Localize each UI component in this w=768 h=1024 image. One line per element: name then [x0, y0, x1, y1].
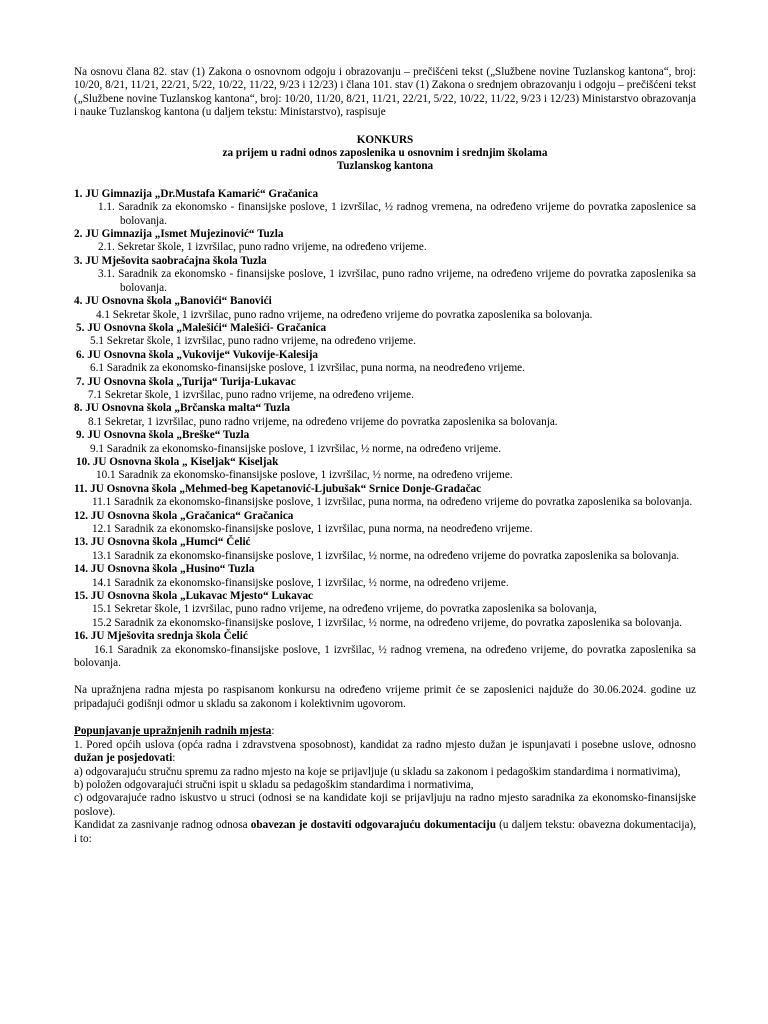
- documentation-tail: (u daljem tekstu: obavezna dokumentacija), i to:: [74, 819, 696, 845]
- documentation-text: Kandidat za zasnivanje radnog odnosa: [74, 819, 251, 832]
- school-item: [74, 376, 696, 403]
- school-item: [74, 590, 696, 630]
- title-konkurs: KONKURS: [356, 133, 414, 146]
- conditions-text: 1. Pored općih uslova (opća radna i zdravstvena sposobnost), kandidat za radno mjesto dužan je ispunjavati i posebne uslove, odnosno: [74, 738, 696, 751]
- position-text: 10.1 Saradnik za ekonomsko-finansijske poslove, 1 izvršilac, ½ norme, na određeno vrijeme.: [96, 469, 513, 482]
- school-item: [74, 402, 696, 429]
- position-text: 4.1 Sekretar škole, 1 izvršilac, puno radno vrijeme, na određeno vrijeme do povratka zaposlenika sa bolovanja.: [96, 308, 593, 321]
- school-item: [74, 563, 696, 590]
- school-heading: 12. JU Osnovna škola „Gračanica“ Gračanica: [74, 509, 294, 522]
- position-text: 15.2 Saradnik za ekonomsko-finansijske poslove, 1 izvršilac, ½ norme, na određeno vrijeme, do povratka zaposlenika sa bolovanja.: [92, 616, 682, 629]
- position-text: 6.1 Saradnik za ekonomsko-finansijske poslove, 1 izvršilac, puna norma, na neodređeno vrijeme.: [90, 362, 525, 375]
- position-text: 13.1 Saradnik za ekonomsko-finansijske poslove, 1 izvršilac, ½ norme, na određeno vrijeme do povratka zaposlenika sa bolovanja.: [92, 549, 680, 562]
- position-text: 5.1 Sekretar škole, 1 izvršilac, puno radno vrijeme, na određeno vrijeme.: [90, 335, 416, 348]
- intro-paragraph: Na osnovu člana 82. stav (1) Zakona o osnovnom odgoju i obrazovanju – prečišćeni tekst („Službene novine Tuzlanskog kantona“, broj: 10/20, 8/21, 11/21, 22/21, 5/22, 10/22, 11/22, 9/23 i 12/23) i člana 101. stav (1) Zakona o srednjem obrazovanju i odgoju – prečišćeni tekst („Službene novine Tuzlanskog kantona“, broj: 10/20, 11/20, 8/21, 11/21, 22/21, 5/22, 10/22, 11/22, 9/23 i 12/23) Ministarstvo obrazovanja i nauke Tuzlanskog kantona (u daljem tekstu: Ministarstvo), raspisuje: [74, 66, 696, 119]
- school-item: [74, 188, 696, 228]
- title-canton: Tuzlanskog kantona: [336, 160, 434, 173]
- school-item: [74, 295, 696, 322]
- school-heading: 2. JU Gimnazija „Ismet Mujezinović“ Tuzla: [74, 228, 284, 241]
- school-heading: 5. JU Osnovna škola „Malešići“ Malešići- Gračanica: [76, 321, 327, 334]
- conditions-colon: :: [172, 752, 176, 765]
- school-heading: 4. JU Osnovna škola „Banovići“ Banovići: [74, 295, 272, 308]
- school-item: [74, 429, 696, 456]
- condition-c: c) odgovarajuće radno iskustvo u struci (odnosi se na kandidate koji se prijavljuju na radno mjesto saradnika za ekonomsko-finansijske poslove).: [74, 792, 696, 818]
- position-text: 16.1 Saradnik za ekonomsko-finansijske poslove, 1 izvršilac, ½ radnog vremena, na određeno vrijeme, do povratka zaposlenika sa bolovanja.: [74, 643, 696, 670]
- section-heading-colon: :: [271, 725, 275, 738]
- school-item: [74, 228, 696, 255]
- school-heading: 1. JU Gimnazija „Dr.Mustafa Kamarić“ Gračanica: [74, 187, 319, 200]
- title-subtitle: za prijem u radni odnos zaposlenika u osnovnim i srednjim školama: [222, 147, 548, 160]
- documentation-paragraph: [74, 819, 696, 846]
- school-list: [74, 188, 696, 671]
- school-heading: 14. JU Osnovna škola „Husino“ Tuzla: [74, 563, 255, 576]
- position-text: 9.1 Saradnik za ekonomsko-finansijske poslove, 1 izvršilac, ½ norme, na određeno vrijeme.: [90, 442, 502, 455]
- school-item: [74, 510, 696, 537]
- conditions-bold: dužan je posjedovati: [74, 752, 173, 765]
- school-item: [74, 483, 696, 510]
- school-heading: 11. JU Osnovna škola „Mehmed-beg Kapetanović-Ljubušak“ Srnice Donje-Gradačac: [74, 482, 482, 495]
- school-item: [74, 322, 696, 349]
- school-heading: 3. JU Mješovita saobraćajna škola Tuzla: [74, 254, 267, 267]
- school-heading: 10. JU Osnovna škola „ Kiseljak“ Kiseljak: [76, 455, 279, 468]
- school-heading: 13. JU Osnovna škola „Humci“ Čelić: [74, 536, 251, 549]
- position-text: 12.1 Saradnik za ekonomsko-finansijske poslove, 1 izvršilac, puna norma, na neodređeno vrijeme.: [92, 523, 533, 535]
- school-heading: 8. JU Osnovna škola „Brčanska malta“ Tuzla: [74, 402, 291, 415]
- school-heading: 6. JU Osnovna škola „Vukovije“ Vukovije-Kalesija: [76, 348, 319, 361]
- section-heading-text: Popunjavanje upražnjenih radnih mjesta: [74, 725, 272, 738]
- conditions-paragraph: [74, 739, 696, 766]
- duration-note: Na upražnjena radna mjesta po raspisanom konkursu na određeno vrijeme primit će se zaposlenici najduže do 30.06.2024. godine uz pripadajući godišnji odmor u skladu sa zakonom i kolektivnim ugovorom.: [74, 684, 696, 710]
- position-text: 3.1. Saradnik za ekonomsko - finansijske poslove, 1 izvršilac, puno radno vrijeme, na određeno vrijeme do povratka zaposlenika sa bolovanja.: [98, 268, 696, 294]
- condition-b: b) položen odgovarajući stručni ispit u skladu sa pedagoškim standardima i normativima,: [74, 778, 474, 791]
- school-item: [74, 255, 696, 295]
- position-text: 11.1 Saradnik za ekonomsko-finansijske poslove, 1 izvršilac, puna norma, na određeno vrijeme do povratka zaposlenika sa bolovanja.: [92, 496, 693, 509]
- school-heading: 9. JU Osnovna škola „Breške“ Tuzla: [76, 429, 250, 442]
- school-item: [74, 456, 696, 483]
- section-heading: [74, 725, 696, 738]
- document-page: [74, 66, 696, 846]
- position-text: 8.1 Sekretar, 1 izvršilac, puno radno vrijeme, na određeno vrijeme do povratka zaposlenika sa bolovanja.: [88, 415, 558, 428]
- condition-a: a) odgovarajuću stručnu spremu za radno mjesto na koje se prijavljuje (u skladu sa zakonom i pedagoškim standardima i normativima),: [74, 765, 681, 778]
- school-heading: 16. JU Mješovita srednja škola Čelić: [74, 630, 248, 643]
- position-text: 2.1. Sekretar škole, 1 izvršilac, puno radno vrijeme, na određeno vrijeme.: [98, 241, 427, 254]
- documentation-bold: obavezan je dostaviti odgovarajuću dokumentaciju: [250, 819, 496, 832]
- school-item: [74, 630, 696, 670]
- school-heading: 7. JU Osnovna škola „Turija“ Turija-Lukavac: [76, 375, 296, 388]
- position-text: 7.1 Sekretar škole, 1 izvršilac, puno radno vrijeme, na određeno vrijeme.: [88, 388, 414, 401]
- school-heading: 15. JU Osnovna škola „Lukavac Mjesto“ Lukavac: [74, 590, 314, 603]
- title-block: [74, 134, 696, 174]
- position-text: 15.1 Sekretar škole, 1 izvršilac, puno radno vrijeme, na određeno vrijeme, do povratka zaposlenika sa bolovanja,: [92, 603, 597, 616]
- position-text: 14.1 Saradnik za ekonomsko-finansijske poslove, 1 izvršilac, ½ norme, na određeno vrijeme.: [92, 576, 509, 589]
- school-item: [74, 349, 696, 376]
- position-text: 1.1. Saradnik za ekonomsko - finansijske poslove, 1 izvršilac, ½ radnog vremena, na određeno vrijeme do povratka zaposlenice sa bolovanja.: [98, 201, 696, 227]
- school-item: [74, 536, 696, 563]
